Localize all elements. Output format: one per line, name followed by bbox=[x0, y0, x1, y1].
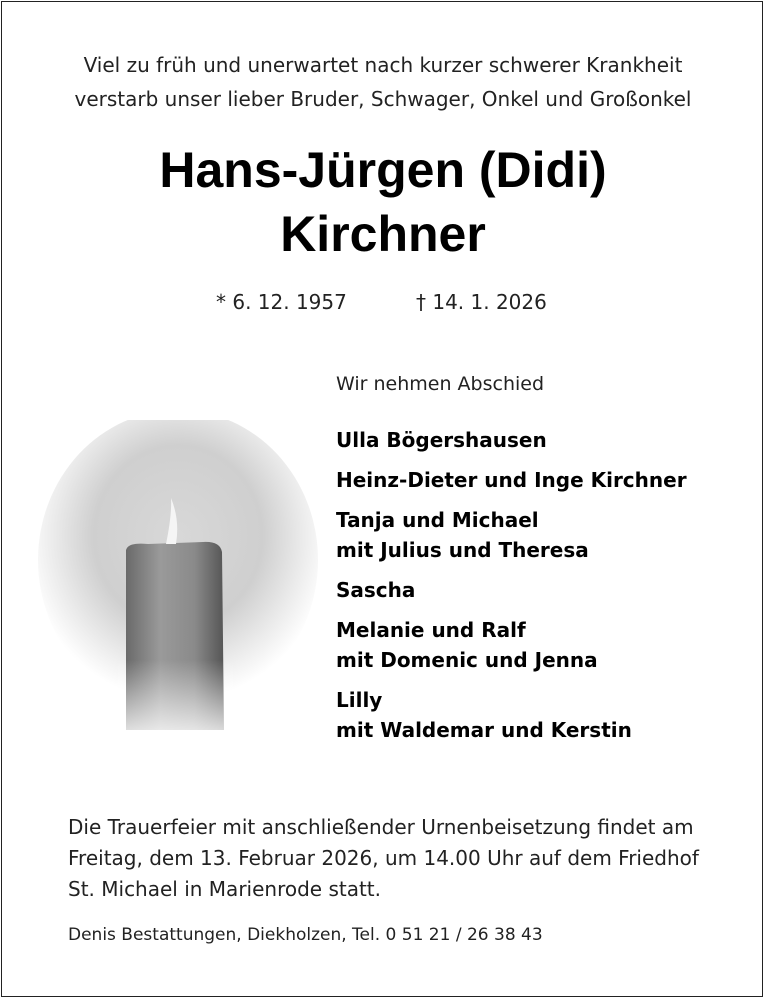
undertaker-info: Denis Bestattungen, Diekholzen, Tel. 0 51 21 / 26 38 43 bbox=[68, 925, 543, 945]
deceased-name bbox=[0, 138, 766, 266]
ceremony-text bbox=[68, 812, 728, 905]
mourner-group bbox=[336, 425, 756, 455]
mourner-name: Sascha bbox=[336, 578, 416, 602]
mourner-name: Lilly bbox=[336, 688, 383, 712]
death-date: † 14. 1. 2026 bbox=[416, 290, 547, 314]
mourner-name: Tanja und Michael bbox=[336, 508, 539, 532]
mourner-list bbox=[336, 425, 756, 755]
birth-date: * 6. 12. 1957 bbox=[216, 290, 347, 314]
candle-image bbox=[38, 420, 318, 750]
mourner-group bbox=[336, 505, 756, 565]
ceremony-line: St. Michael in Marienrode statt. bbox=[68, 877, 382, 901]
mourner-name: Melanie und Ralf bbox=[336, 618, 526, 642]
name-line: Kirchner bbox=[280, 206, 486, 262]
mourner-name: Ulla Bögershausen bbox=[336, 428, 547, 452]
mourner-name: Heinz-Dieter und Inge Kirchner bbox=[336, 468, 687, 492]
intro-line: Viel zu früh und unerwartet nach kurzer schwerer Krankheit bbox=[83, 53, 683, 77]
intro-text bbox=[0, 48, 766, 116]
mourner-name: mit Waldemar und Kerstin bbox=[336, 718, 632, 742]
mourner-group bbox=[336, 615, 756, 675]
mourner-name: mit Julius und Theresa bbox=[336, 538, 589, 562]
intro-line: verstarb unser lieber Bruder, Schwager, Onkel und Großonkel bbox=[74, 87, 692, 111]
mourner-group bbox=[336, 575, 756, 605]
mourner-name: mit Domenic und Jenna bbox=[336, 648, 598, 672]
farewell-heading: Wir nehmen Abschied bbox=[336, 373, 545, 395]
ceremony-line: Die Trauerfeier mit anschließender Urnenbeisetzung findet am bbox=[68, 815, 694, 839]
name-line: Hans-Jürgen (Didi) bbox=[159, 142, 607, 198]
mourner-group bbox=[336, 465, 756, 495]
mourner-group bbox=[336, 685, 756, 745]
ceremony-line: Freitag, dem 13. Februar 2026, um 14.00 Uhr auf dem Friedhof bbox=[68, 846, 699, 870]
